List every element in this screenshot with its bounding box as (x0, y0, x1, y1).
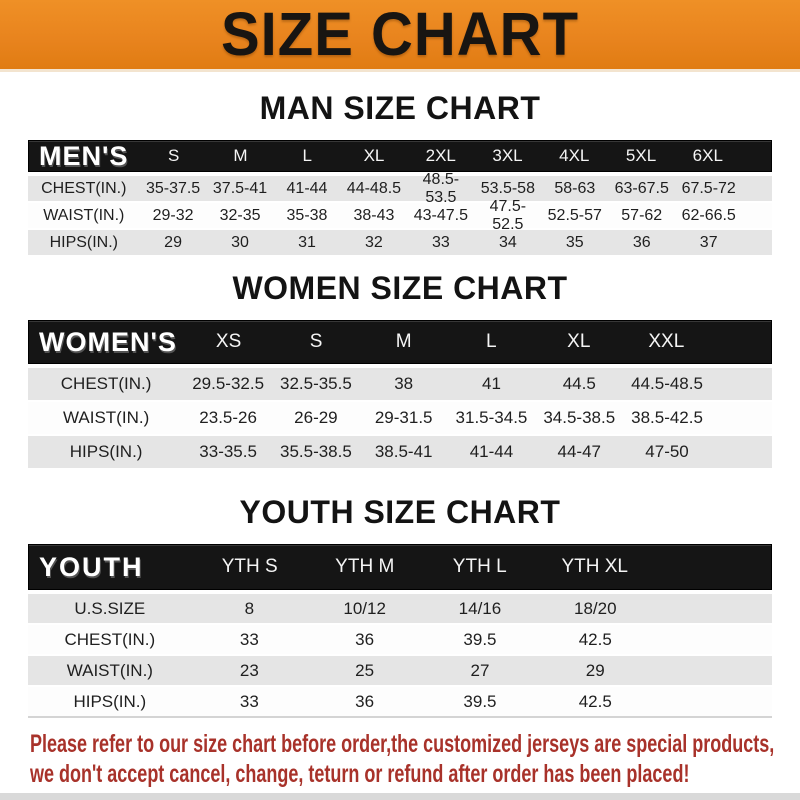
women-table-body (28, 368, 772, 468)
cell: 33-35.5 (199, 442, 257, 461)
cell: 14/16 (458, 598, 502, 618)
cell: 35-37.5 (145, 179, 201, 197)
cell: 23.5-26 (199, 408, 257, 427)
cell: 41-44 (286, 179, 328, 197)
cell: 29.5-32.5 (192, 374, 265, 393)
cell: 18/20 (573, 598, 617, 618)
cell: 35.5-38.5 (279, 442, 352, 461)
column-header: XL (363, 146, 385, 165)
women-table-header-bar (28, 320, 772, 364)
cell: 38.5-41 (374, 442, 433, 461)
column-header: 6XL (692, 146, 723, 165)
man-section-heading: MAN SIZE CHART (259, 90, 541, 126)
cell: 37 (699, 233, 718, 251)
table-row (28, 436, 772, 468)
cell: 26-29 (294, 408, 338, 427)
table-row (28, 197, 772, 233)
column-header: XL (567, 331, 591, 352)
cell: 35 (565, 233, 584, 251)
row-label: CHEST(IN.) (41, 179, 127, 197)
order-note-line2: we don't accept cancel, change, teturn or refund after order has been placed! (30, 760, 690, 788)
row-label: CHEST(IN.) (64, 629, 156, 649)
cell: 41-44 (469, 442, 514, 461)
cell: 53.5-58 (480, 179, 535, 197)
row-label: HIPS(IN.) (73, 691, 147, 711)
column-header: M (233, 146, 248, 165)
order-note (30, 729, 775, 789)
table-header-label: WOMEN'S (39, 326, 177, 357)
cell: 39.5 (463, 629, 497, 649)
cell: 34 (498, 233, 517, 251)
cell: 38-43 (353, 206, 395, 224)
cell: 8 (244, 598, 255, 618)
column-header: S (168, 146, 180, 165)
page-title: SIZE CHART (221, 0, 579, 69)
cell: 36 (355, 629, 375, 649)
cell: 52.5-57 (547, 206, 602, 224)
cell: 39.5 (463, 691, 497, 711)
cell: 44.5-48.5 (631, 374, 703, 393)
table-row (28, 594, 772, 623)
cell: 42.5 (578, 629, 612, 649)
table-row (28, 230, 772, 255)
youth-table-body (28, 594, 772, 718)
men-table-body (28, 170, 772, 255)
cell: 44-48.5 (346, 179, 402, 197)
table-row (28, 656, 772, 685)
column-header: XXL (648, 331, 685, 352)
column-header: 2XL (425, 146, 456, 165)
cell: 34.5-38.5 (543, 408, 616, 427)
cell: 33 (239, 691, 259, 711)
men-table-header-bar (28, 140, 772, 172)
cell: 47-50 (645, 442, 689, 461)
column-header: M (395, 331, 412, 352)
cell: 36 (355, 691, 375, 711)
table-row (28, 170, 772, 206)
cell: 32.5-35.5 (279, 374, 352, 393)
cell: 29 (585, 660, 605, 680)
row-label: HIPS(IN.) (69, 442, 143, 461)
cell: 47.5-52.5 (489, 197, 527, 233)
cell: 38 (394, 374, 414, 393)
women-size-table (28, 320, 772, 468)
cell: 32-35 (219, 206, 261, 224)
cell: 41 (482, 374, 501, 393)
cell: 36 (632, 233, 651, 251)
cell: 23 (239, 660, 259, 680)
order-note-line1: Please refer to our size chart before order,the customized jerseys are special products, (30, 730, 775, 758)
table-row (28, 625, 772, 654)
cell: 38.5-42.5 (631, 408, 703, 427)
row-label: WAIST(IN.) (62, 408, 150, 427)
cell: 27 (470, 660, 490, 680)
cell: 29-32 (152, 206, 194, 224)
cell: 48.5-53.5 (422, 170, 460, 206)
column-header: YTH XL (561, 556, 628, 577)
cell: 33 (239, 629, 259, 649)
column-header: YTH L (452, 556, 507, 577)
cell: 42.5 (578, 691, 612, 711)
bottom-border-strip (0, 793, 800, 800)
men-size-table (28, 140, 772, 255)
column-header: YTH M (335, 556, 395, 577)
cell: 31 (298, 233, 316, 251)
column-header: L (485, 331, 497, 352)
cell: 67.5-72 (681, 179, 736, 197)
cell: 44-47 (557, 442, 601, 461)
youth-table-header-bar (28, 544, 772, 590)
cell: 63-67.5 (614, 179, 669, 197)
cell: 30 (231, 233, 249, 251)
table-row (28, 402, 772, 434)
row-label: HIPS(IN.) (49, 233, 119, 251)
cell: 31.5-34.5 (455, 408, 528, 427)
cell: 43-47.5 (413, 206, 469, 224)
cell: 33 (431, 233, 450, 251)
table-row (28, 368, 772, 400)
column-header: 3XL (492, 146, 523, 165)
column-header: 4XL (559, 146, 590, 165)
cell: 62-66.5 (681, 206, 736, 224)
column-header: L (302, 146, 312, 165)
cell: 44.5 (562, 374, 596, 393)
column-header: S (309, 331, 323, 352)
column-header: 5XL (625, 146, 657, 165)
youth-section-heading: YOUTH SIZE CHART (239, 494, 561, 530)
table-row (28, 687, 772, 718)
cell: 25 (355, 660, 375, 680)
cell: 58-63 (554, 179, 596, 197)
row-label: CHEST(IN.) (60, 374, 152, 393)
column-header: YTH S (221, 556, 278, 577)
youth-size-table (28, 544, 772, 718)
cell: 29-31.5 (374, 408, 433, 427)
table-header-label: MEN'S (39, 140, 129, 171)
cell: 32 (365, 233, 383, 251)
row-label: WAIST(IN.) (66, 660, 153, 680)
women-section-heading: WOMEN SIZE CHART (232, 270, 568, 306)
row-label: WAIST(IN.) (43, 206, 125, 224)
header-banner (0, 0, 800, 72)
row-label: U.S.SIZE (74, 598, 146, 618)
cell: 10/12 (343, 598, 386, 618)
cell: 29 (164, 233, 182, 251)
cell: 35-38 (286, 206, 328, 224)
table-header-label: YOUTH (39, 551, 144, 582)
cell: 57-62 (621, 206, 663, 224)
cell: 37.5-41 (212, 179, 268, 197)
column-header: XS (215, 331, 242, 352)
